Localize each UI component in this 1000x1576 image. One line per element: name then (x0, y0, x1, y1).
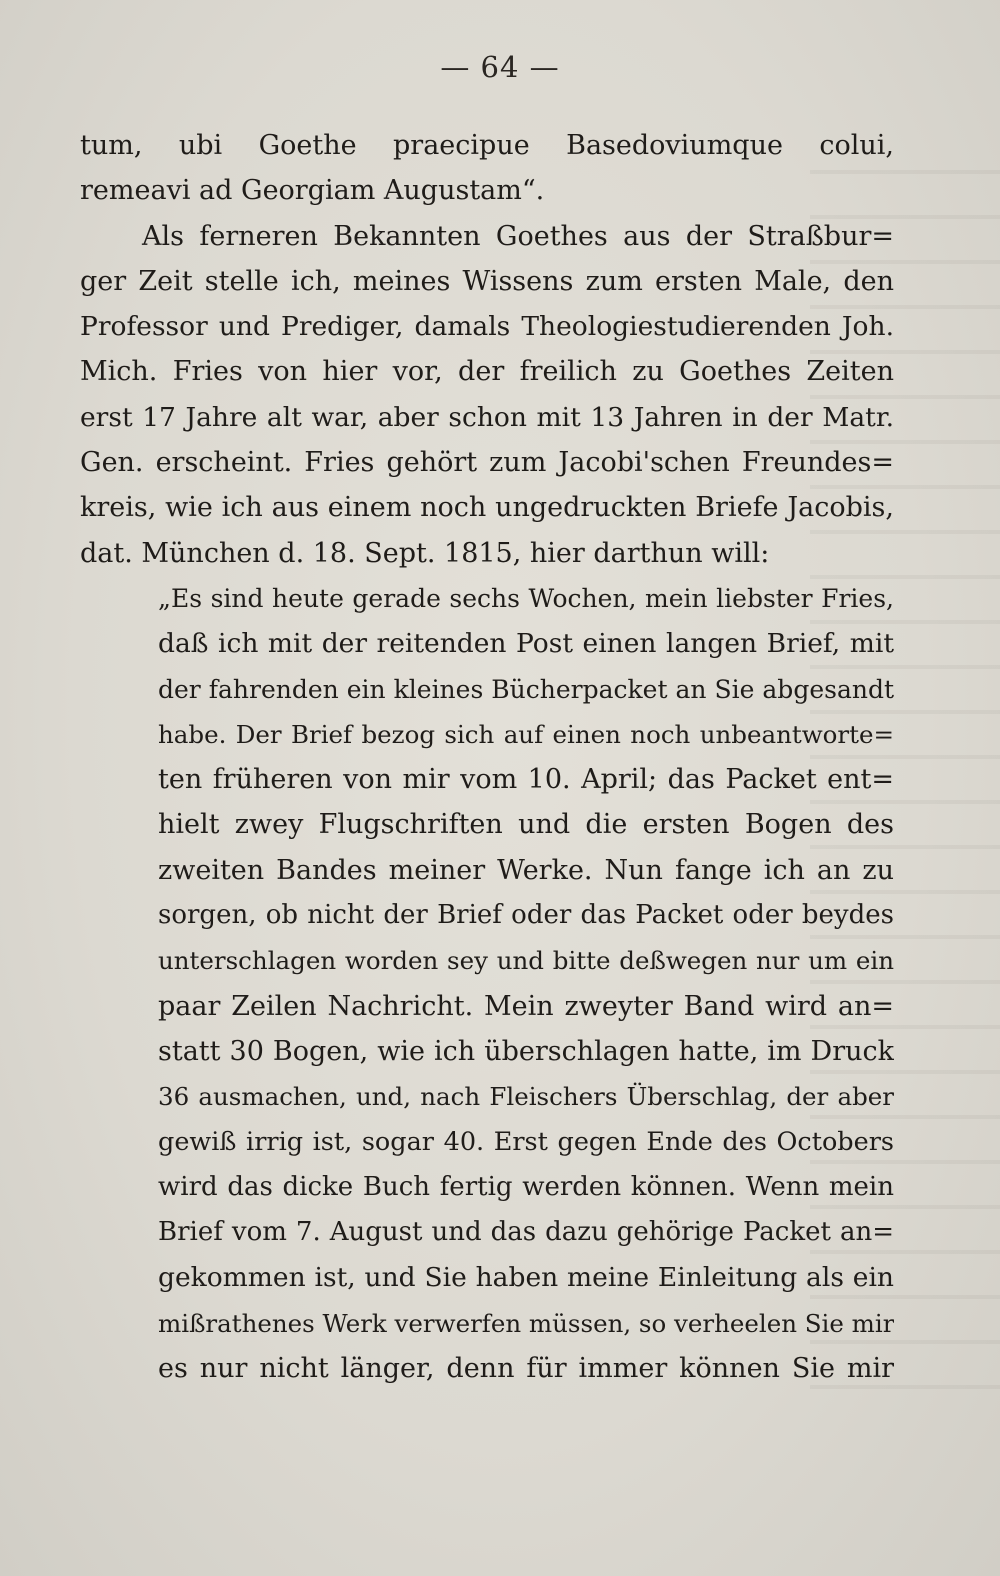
text-line: Professor und Prediger, damals Theologiestudierenden Joh. (80, 311, 894, 343)
quote-line: habe. Der Brief bezog sich auf einen noch unbeantworte= (158, 719, 894, 749)
quote-line: Brief vom 7. August und das dazu gehörige Packet an= (158, 1217, 894, 1248)
quote-line: unterschlagen worden sey und bitte deßwegen nur um ein (158, 946, 894, 976)
quote-line: gekommen ist, und Sie haben meine Einleitung als ein (158, 1262, 894, 1294)
quote-line: gewiß irrig ist, sogar 40. Erst gegen Ende des Octobers (158, 1126, 894, 1157)
text-line: tum, ubi Goethe praecipue Basedoviumque colui, (80, 130, 894, 161)
text-line: Mich. Fries von hier vor, der freilich zu Goethes Zeiten (80, 356, 894, 388)
text-line: dat. München d. 18. Sept. 1815, hier darthun will: (80, 537, 770, 569)
quote-line: statt 30 Bogen, wie ich überschlagen hatte, im Druck (158, 1035, 894, 1067)
quote-line: zweiten Bandes meiner Werke. Nun fange ich an zu (158, 854, 894, 886)
text-line: ger Zeit stelle ich, meines Wissens zum ersten Male, den (80, 265, 894, 297)
quote-line: ten früheren von mir vom 10. April; das Packet ent= (158, 764, 894, 796)
quote-line: daß ich mit der reitenden Post einen langen Brief, mit (158, 628, 894, 660)
quote-line: mißrathenes Werk verwerfen müssen, so verheelen Sie mir (158, 1308, 894, 1338)
page-number: — 64 — (440, 50, 560, 84)
quote-line: „Es sind heute gerade sechs Wochen, mein liebster Fries, (158, 583, 894, 613)
quote-line: hielt zwey Flugschriften und die ersten Bogen des (158, 809, 894, 841)
quote-line: der fahrenden ein kleines Bücherpacket an Sie abgesandt (158, 674, 894, 704)
quote-line: wird das dicke Buch fertig werden können. Wenn mein (158, 1171, 894, 1202)
body-text (80, 123, 894, 1391)
text-line: Gen. erscheint. Fries gehört zum Jacobi'schen Freundes= (80, 447, 894, 479)
text-line: remeavi ad Georgiam Augustam“. (80, 175, 545, 207)
quote-line: sorgen, ob nicht der Brief oder das Packet oder beydes (158, 900, 894, 931)
text-line: kreis, wie ich aus einem noch ungedruckten Briefe Jacobis, (80, 492, 894, 524)
quote-line: es nur nicht länger, denn für immer können Sie mir (158, 1353, 894, 1385)
quote-line: 36 ausmachen, und, nach Fleischers Überschlag, der aber (158, 1082, 894, 1112)
quote-line: paar Zeilen Nachricht. Mein zweyter Band wird an= (158, 990, 894, 1022)
text-line: Als ferneren Bekannten Goethes aus der Straßbur= (142, 220, 894, 252)
text-line: erst 17 Jahre alt war, aber schon mit 13 Jahren in der Matr. (80, 401, 894, 433)
